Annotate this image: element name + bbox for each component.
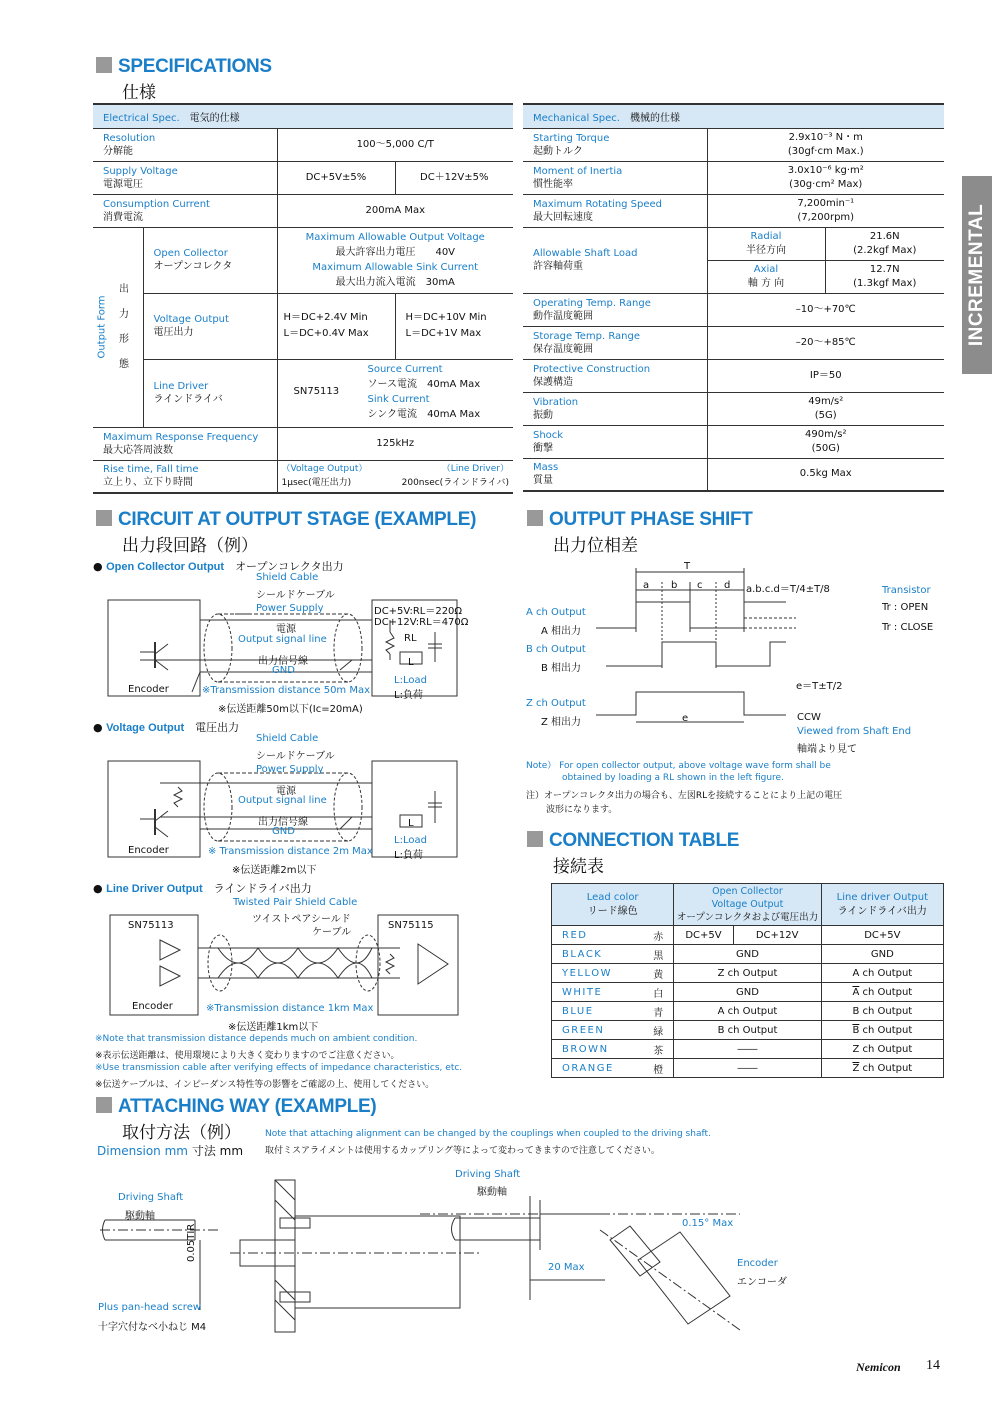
shield-cable-jp-2: シールドケーブル [256,751,335,762]
table-row [552,1040,944,1059]
viewed-jp: 軸端より見て [797,744,857,755]
attaching-note-jp: 取付ミスアライメントは使用するカップリング等によって変わってきますので注意してください。 [265,1146,660,1156]
distance-label: 20 Max [548,1262,585,1273]
specifications-title-jp: 仕様 [122,83,156,103]
distance-vo-jp: ※伝送距離2m以下 [232,865,317,876]
ic-sn75113: SN75113 [128,920,174,931]
ld-value: B ch Output [821,1002,943,1021]
oc-value: Z ch Output [674,964,821,983]
load-label: L:Load [394,675,427,686]
phase-formula: a.b.c.d＝T/4±T/8 [746,584,830,595]
lead-color: RED [552,926,637,945]
driving-shaft-label-2: Driving Shaft [455,1169,521,1180]
lead-color: ORANGE [552,1059,637,1078]
ld-value: Z ch Output [821,1040,943,1059]
phase-c-label: c [697,580,703,591]
lead-color: GREEN [552,1021,637,1040]
power-jp-2: 電源 [276,786,296,797]
encoder-label-4: Encoder [737,1258,778,1269]
oc-value: ―― [674,1040,821,1059]
oc-value-5v: DC+5V [674,926,733,945]
tir-label: 0.05TIR [186,1223,197,1262]
ld-value: $\overline{Z}$ ch Output [821,1059,943,1078]
gnd-label-2: GND [272,826,295,837]
ic-sn75115: SN75115 [388,920,434,931]
tr-open-label: Tr : OPEN [882,602,929,613]
rl-note-5v: DC+5V:RL＝220Ω [374,606,463,617]
table-row [552,964,944,983]
phase-title: OUTPUT PHASE SHIFT [527,509,753,531]
circuit-note-4: ※伝送ケーブルは、インピーダンス特性等の影響をご確認の上、使用してください。 [95,1080,435,1090]
attaching-drawings [100,1170,950,1340]
distance-ld-jp: ※伝送距離1km以下 [228,1022,319,1033]
phase-note-en1: Note） For open collector output, above voltage wave form shall be [526,761,831,771]
oc-value: GND [674,945,821,964]
encoder-label-3: Encoder [132,1001,173,1012]
transistor-label: Transistor [882,585,931,596]
gnd-label: GND [272,665,295,676]
ld-value: DC+5V [821,926,943,945]
phase-b-label: b [671,580,678,591]
power-supply-label: Power Supply [256,603,324,614]
lead-color: BLUE [552,1002,637,1021]
page-number: 14 [926,1358,940,1373]
lead-color-jp: 青 [636,1002,673,1021]
signal-line-jp-2: 出力信号線 [258,817,308,828]
a-ch-label: A ch Output [526,607,586,618]
line-driver-heading: ● Line Driver Output ラインドライバ出力 [93,882,312,895]
z-ch-label: Z ch Output [526,698,586,709]
table-row [552,1002,944,1021]
ld-value: A ch Output [821,964,943,983]
lead-color-jp: 赤 [636,926,673,945]
a-ch-jp: A 相出力 [541,626,582,637]
ccw-label: CCW [797,712,821,723]
lead-color: BROWN [552,1040,637,1059]
lead-color: WHITE [552,983,637,1002]
table-row [552,1021,944,1040]
voltage-output-heading: ● Voltage Output 電圧出力 [93,721,240,734]
oc-value: ―― [674,1059,821,1078]
signal-line-label-2: Output signal line [238,795,327,806]
phase-a-label: a [643,580,650,591]
ld-value: $\overline{A}$ ch Output [821,983,943,1002]
lead-color-jp: 茶 [636,1040,673,1059]
table-row [552,945,944,964]
phase-t-label: T [684,561,691,572]
power-jp: 電源 [276,624,296,635]
driving-shaft-jp-2: 駆動軸 [477,1187,507,1198]
ld-value: $\overline{B}$ ch Output [821,1021,943,1040]
table-row [552,926,944,945]
shield-cable-label: Shield Cable [256,572,319,583]
z-ch-jp: Z 相出力 [541,717,582,728]
circuit-note-3: ※Use transmission cable after verifying effects of impedance characteristics, etc. [95,1063,463,1073]
load-jp: L:負荷 [394,690,423,701]
shield-cable-label-2: Shield Cable [256,733,319,744]
oc-value: A ch Output [674,1002,821,1021]
connection-title: CONNECTION TABLE [527,830,739,852]
signal-line-jp: 出力信号線 [258,656,308,667]
phase-title-jp: 出力位相差 [553,536,638,556]
oc-value: GND [674,983,821,1002]
shield-cable-jp: シールドケーブル [256,590,335,601]
circuit-title: CIRCUIT AT OUTPUT STAGE (EXAMPLE) [96,509,476,531]
twisted-pair-label: Twisted Pair Shield Cable [233,897,358,908]
load-l-label-2: L [408,818,414,829]
signal-line-label: Output signal line [238,634,327,645]
circuit-note-1: ※Note that transmission distance depends much on ambient condition. [95,1034,418,1044]
specifications-title: SPECIFICATIONS [96,56,272,78]
driving-shaft-jp: 駆動軸 [125,1211,155,1222]
rl-note-12v: DC+12V:RL＝470Ω [374,617,469,628]
ld-value: GND [821,945,943,964]
tr-close-label: Tr : CLOSE [882,622,934,633]
attaching-note-en: Note that attaching alignment can be changed by the couplings when coupled to the driving shaft. [265,1129,711,1139]
connection-title-jp: 接続表 [553,857,604,877]
phase-note-en2: obtained by loading a RL shown in the left figure. [562,773,784,783]
lead-color-jp: 黒 [636,945,673,964]
load-label-2: L:Load [394,835,427,846]
circuit-title-jp: 出力段回路（例） [122,536,258,556]
table-row [552,1059,944,1078]
e-formula: e＝T±T/2 [796,681,843,692]
driving-shaft-label: Driving Shaft [118,1192,184,1203]
viewed-label: Viewed from Shaft End [797,726,912,737]
table-row [552,983,944,1002]
screw-label: Plus pan-head screw [98,1302,202,1313]
twisted-pair-jp2: ケーブル [312,927,352,938]
angle-label: 0.15° Max [682,1218,734,1229]
load-l-label: L [408,657,414,668]
e-label: e [682,713,689,724]
mechanical-spec-table: Mechanical Spec. 機械的仕様 Starting Torque 起動トルク 2.9x10⁻³ N・m (30gf·cm Max.) Moment of Inertia 慣性能率 3.0x10⁻⁶ kg·m² (30g·cm² Max) Maximum Rotating Speed 最大回転速度 7,200min⁻¹ (7,200rpm) Allowable Shaft Load 許容軸荷重 Radial 半径方向 21.6N (2.2kgf Max) Axial 軸 方 向 12.7N (1.3kgf Max) Operating Temp. Range 動作温度範囲 –10～+70℃ Storage Temp. Range 保存温度範囲 –20～+85℃ Protective Construction 保護構造 IP＝50 Vibration 振動 49m/s² (5G) Shock 衝撃 490m/s² (50G) Mass 質量 0.5kg Max [523,103,944,492]
attaching-title: ATTACHING WAY (EXAMPLE) [96,1096,376,1118]
rl-label: RL [404,633,417,644]
oc-value-12v: DC+12V [733,926,821,945]
b-ch-label: B ch Output [526,644,586,655]
lead-color-jp: 橙 [636,1059,673,1078]
dimension-label: Dimension mm 寸法 mm [97,1144,244,1158]
b-ch-jp: B 相出力 [541,663,582,674]
twisted-pair-jp1: ツイストペアシールド [252,914,351,925]
lead-color-jp: 黄 [636,964,673,983]
phase-d-label: d [724,580,731,591]
encoder-label: Encoder [128,684,169,695]
load-jp-2: L:負荷 [394,850,423,861]
distance-ld-label: ※Transmission distance 1km Max [206,1003,374,1014]
lead-color-jp: 緑 [636,1021,673,1040]
oc-value: B ch Output [674,1021,821,1040]
open-collector-heading: ● Open Collector Output オープンコレクタ出力 [93,560,344,573]
encoder-jp: エンコーダ [737,1277,787,1288]
phase-note-jp2: 波形になります。 [546,805,618,815]
connection-table: Lead color リード線色 Open Collector Voltage Output オープンコレクタおよび電圧出力 Line driver Output ラインドライバ出力 RED 赤 DC+5V DC+12V DC+5V BLACK 黒 GND GND YELLOW 黄 Z ch Output A ch Output WHITE 白 GND $\overline{A}$ ch Output BLUE 青 A ch Output B ch Output GREEN 緑 B ch Output $\overline{B}$ ch Output BROWN 茶 ―― Z ch Output ORANGE 橙 ―― $\overline{Z}$ ch Output [551,883,944,1078]
circuit-note-2: ※表示伝送距離は、使用環境により大きく変わりますのでご注意ください。 [95,1051,400,1061]
screw-jp: 十字穴付なべ小ねじ M4 [98,1322,207,1333]
brand-logo: Nemicon [856,1360,901,1374]
lead-color-jp: 白 [636,983,673,1002]
lead-color: YELLOW [552,964,637,983]
attaching-title-jp: 取付方法（例） [122,1123,241,1143]
power-supply-label-2: Power Supply [256,764,324,775]
incremental-tab: INCREMENTAL [962,176,992,374]
phase-note-jp1: 注）オープンコレクタ出力の場合も、左図RLを接続することにより上記の電圧 [526,791,843,801]
distance-oc-jp: ※伝送距離50m以下(Ic=20mA) [218,704,363,715]
electrical-spec-table: Electrical Spec. 電気的仕様 Resolution 分解能 100～5,000 C/T Supply Voltage 電源電圧 DC+5V±5% DC＋12V±5% Consumption Current 消費電流 200mA Max Output Form 出 力 形 態 Open Collector オープンコレクタ Maximum Allowable Output Voltage 最大許容出力電圧 40V Maximum Allowable Sink Current 最大出力流入電流 30mA Voltage Output 電圧出力 H＝DC+2.4V Min L＝DC+0.4V Max H＝DC+10V Min L＝DC+1V Max Line Driver ラインドライバ SN75113 Source Current ソース電流 40mA Max Sink Current シンク電流 40mA Max Maximum Response Frequency 最大応答周波数 125kHz Rise time, Fall time 立上り、立下り時間 （Voltage Output） （Line Driver） 1μsec(電圧出力) 200nsec(ラインドライバ) [93,103,513,494]
lead-color: BLACK [552,945,637,964]
distance-vo-label: ※ Transmission distance 2m Max [208,846,373,857]
distance-oc-label: ※Transmission distance 50m Max [202,685,371,696]
encoder-label-2: Encoder [128,845,169,856]
